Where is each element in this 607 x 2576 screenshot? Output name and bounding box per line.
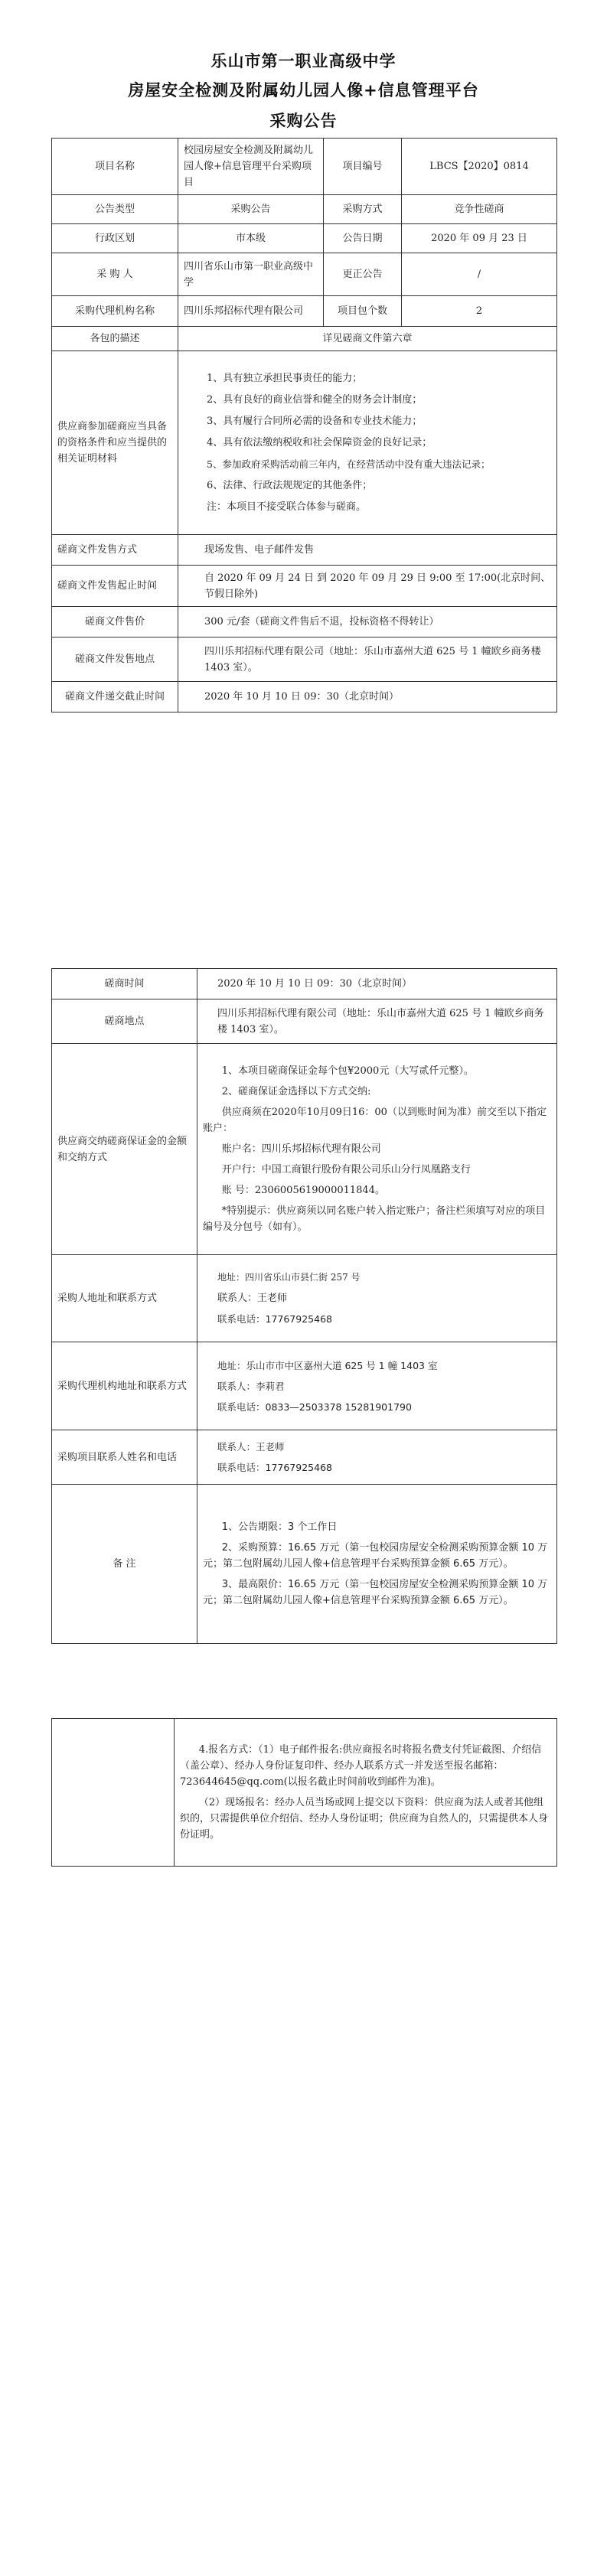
table-row	[52, 566, 557, 607]
doc-place-value: 四川乐邦招标代理有限公司（地址：乐山市嘉州大道 625 号 1 幢欧乡商务楼 1403 室）。	[178, 637, 557, 682]
project-contact-label: 采购项目联系人姓名和电话	[52, 1430, 197, 1485]
announcement-table	[51, 138, 557, 712]
registration-details	[175, 1719, 557, 1867]
procurement-method-value: 竞争性磋商	[402, 195, 557, 224]
remarks	[197, 1485, 557, 1644]
bid-time-value: 2020 年 10 月 10 日 09：30（北京时间）	[197, 969, 557, 999]
school-title: 乐山市第一职业高级中学	[210, 52, 397, 70]
deposit-account-name: 账户名：四川乐邦招标代理有限公司	[221, 1143, 381, 1155]
table-row	[52, 999, 557, 1044]
registration-onsite-method: （2）现场报名：经办人员当场或网上提交以下资料：供应商为法人或者其他组织的，只需提供单位介绍信、经办人身份证明；供应商为自然人的，只需提供本人身份证明。	[180, 1797, 549, 1841]
doc-deadline-label: 磋商文件递交截止时间	[52, 682, 178, 712]
qualification-item: 5、参加政府采购活动前三年内，在经营活动中没有重大违法记录；	[207, 458, 491, 470]
table-row	[52, 1719, 557, 1867]
table-row	[52, 1342, 557, 1430]
doc-period-label: 磋商文件发售起止时间	[52, 566, 178, 607]
agency-contact: 联系人：李莉君	[217, 1380, 285, 1392]
project-contact-phone: 联系电话：17767925468	[217, 1462, 332, 1473]
purchaser-value: 四川省乐山市第一职业高级中学	[178, 253, 324, 296]
agency-phone: 联系电话：0833—2503378 15281901790	[217, 1400, 412, 1413]
purchaser-phone: 联系电话：17767925468	[217, 1313, 332, 1325]
deposit-label: 供应商交纳磋商保证金的金额和交纳方式	[52, 1044, 197, 1255]
doc-deadline-value: 2020 年 10 月 10 日 09：30（北京时间）	[178, 682, 557, 712]
qualification-note: 注：本项目不接受联合体参与磋商。	[207, 501, 367, 513]
deposit-details	[197, 1044, 557, 1255]
agency-address-line: 地址：乐山市市中区嘉州大道 625 号 1 幢 1403 室	[217, 1359, 438, 1371]
purchaser-label: 采 购 人	[52, 253, 178, 296]
remarks-line: 1、公告期限：3 个工作日	[221, 1521, 338, 1533]
deposit-account-number: 账 号：2306005619000011844。	[221, 1185, 385, 1196]
notice-type-value: 采购公告	[178, 195, 324, 224]
table-row	[52, 253, 557, 296]
package-count-value: 2	[402, 296, 557, 327]
remarks-label: 备 注	[52, 1485, 197, 1644]
table-row	[52, 1430, 557, 1485]
purchaser-contact: 联系人：王老师	[217, 1293, 288, 1304]
purchaser-address	[197, 1255, 557, 1342]
qualification-label: 供应商参加磋商应当具备的资格条件和应当提供的相关证明材料	[52, 351, 178, 535]
notice-date-label: 公告日期	[324, 224, 402, 253]
bid-place-value: 四川乐邦招标代理有限公司（地址：乐山市嘉州大道 625 号 1 幢欧乡商务楼 1403 室）。	[197, 999, 557, 1044]
deposit-bank: 开户行：中国工商银行股份有限公司乐山分行凤凰路支行	[221, 1164, 471, 1176]
table-row	[52, 224, 557, 253]
project-no-value: LBCS【2020】0814	[402, 139, 557, 195]
notice-type-label: 公告类型	[52, 195, 178, 224]
agency-address-label: 采购代理机构地址和联系方式	[52, 1342, 197, 1430]
qualification-item: 6、法律、行政法规规定的其他条件；	[207, 480, 373, 491]
qualification-item: 4、具有依法缴纳税收和社会保障资金的良好记录；	[207, 437, 432, 448]
package-desc-label: 各包的描述	[52, 327, 178, 351]
registration-email-method: 4.报名方式：（1）电子邮件报名:供应商报名时将报名费支付凭证截图、介绍信（盖公章）、经办人身份证复印件、经办人联系方式一并发送至报名邮箱：723644645@qq.com(以报名截止时间前收到邮件为准)。	[180, 1744, 542, 1788]
deposit-notice: *特别提示：供应商须以同名账户转入指定账户；备注栏须填写对应的项目编号及分包号（如有）。	[203, 1205, 546, 1233]
deposit-line: 1、本项目磋商保证金每个包¥2000元（大写贰仟元整）。	[221, 1065, 474, 1077]
notice-date-value: 2020 年 09 月 23 日	[402, 224, 557, 253]
qualification-item: 1、具有独立承担民事责任的能力；	[207, 373, 363, 384]
bidding-info-table	[51, 968, 557, 1644]
purchaser-address-label: 采购人地址和联系方式	[52, 1255, 197, 1342]
doc-period-value: 自 2020 年 09 月 24 日 到 2020 年 09 月 29 日 9:00 至 17:00(北京时间、节假日除外)	[178, 566, 557, 607]
correction-value: /	[402, 253, 557, 296]
table-row	[52, 1255, 557, 1342]
deposit-line: 供应商须在2020年10月09日16：00（以到账时间为准）前交至以下指定账户：	[203, 1107, 547, 1134]
agency-value: 四川乐邦招标代理有限公司	[178, 296, 324, 327]
correction-label: 更正公告	[324, 253, 402, 296]
region-value: 市本级	[178, 224, 324, 253]
deposit-line: 2、磋商保证金选择以下方式交纳:	[221, 1086, 371, 1097]
table-row	[52, 139, 557, 195]
agency-label: 采购代理机构名称	[52, 296, 178, 327]
doc-price-label: 磋商文件售价	[52, 607, 178, 637]
package-desc-value: 详见磋商文件第六章	[178, 327, 557, 351]
qualification-list	[178, 351, 557, 535]
project-contact-name: 联系人：王老师	[217, 1441, 285, 1453]
remarks-line: 2、采购预算：16.65 万元（第一包校园房屋安全检测采购预算金额 10 万元；第二包附属幼儿园人像+信息管理平台采购预算金额 6.65 万元）。	[203, 1542, 548, 1570]
doc-method-label: 磋商文件发售方式	[52, 535, 178, 566]
table-row	[52, 637, 557, 682]
project-contact	[197, 1430, 557, 1485]
table-row	[52, 682, 557, 712]
agency-address	[197, 1342, 557, 1430]
table-row	[52, 535, 557, 566]
package-count-label: 项目包个数	[324, 296, 402, 327]
table-row	[52, 296, 557, 327]
doc-method-value: 现场发售、电子邮件发售	[178, 535, 557, 566]
project-title: 房屋安全检测及附属幼儿园人像+信息管理平台	[128, 81, 479, 99]
bid-time-label: 磋商时间	[52, 969, 197, 999]
remarks-line: 3、最高限价：16.65 万元（第一包校园房屋安全检测采购预算金额 10 万元；第二包附属幼儿园人像+信息管理平台采购预算金额 6.65 万元）。	[203, 1579, 548, 1606]
bid-place-label: 磋商地点	[52, 999, 197, 1044]
table-row	[52, 195, 557, 224]
table-row	[52, 1044, 557, 1255]
table-row	[52, 1485, 557, 1644]
qualification-item: 2、具有良好的商业信誉和健全的财务会计制度；	[207, 394, 423, 406]
doc-place-label: 磋商文件发售地点	[52, 637, 178, 682]
project-no-label: 项目编号	[324, 139, 402, 195]
procurement-method-label: 采购方式	[324, 195, 402, 224]
registration-table	[51, 1718, 557, 1867]
table-row	[52, 969, 557, 999]
project-name-value: 校园房屋安全检测及附属幼儿园人像+信息管理平台采购项目	[178, 139, 324, 195]
table-row	[52, 351, 557, 535]
empty-cell	[52, 1719, 175, 1867]
doc-price-value: 300 元/套（磋商文件售后不退，投标资格不得转让）	[178, 607, 557, 637]
table-row	[52, 607, 557, 637]
purchaser-address-line: 地址：四川省乐山市县仁街 257 号	[217, 1272, 361, 1283]
project-name-label: 项目名称	[52, 139, 178, 195]
qualification-item: 3、具有履行合同所必需的设备和专业技术能力；	[207, 416, 423, 427]
region-label: 行政区划	[52, 224, 178, 253]
notice-title: 采购公告	[269, 112, 338, 130]
table-row	[52, 327, 557, 351]
